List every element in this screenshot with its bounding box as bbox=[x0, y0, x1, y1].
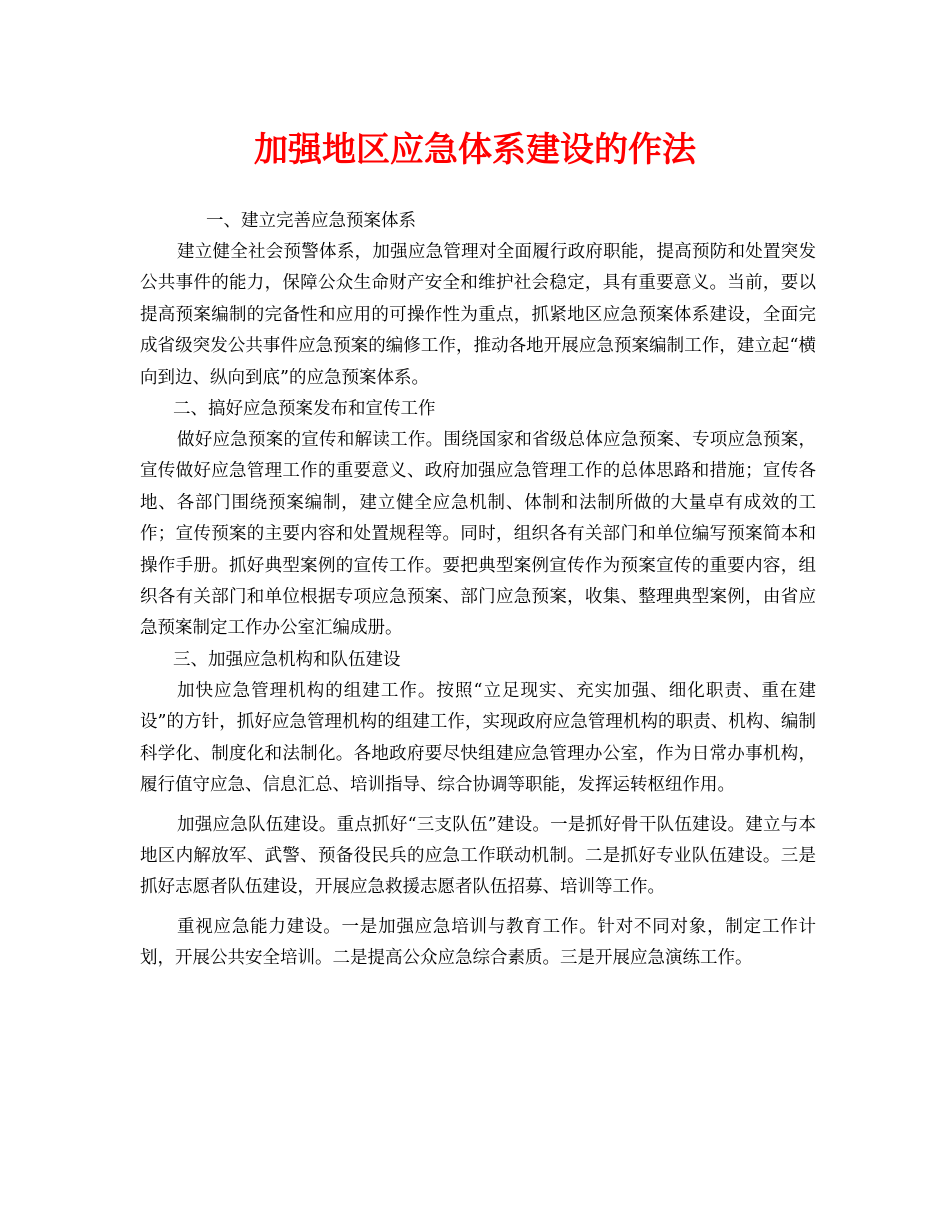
section-3-paragraph-1: 加快应急管理机构的组建工作。按照“立足现实、充实加强、细化职责、重在建设”的方针，抓好应急管理机构的组建工作，实现政府应急管理机构的职责、机构、编制科学化、制度化和法制化。各地政府要尽快组建应急管理办公室，作为日常办事机构，履行值守应急、信息汇总、培训指导、综合协调等职能，发挥运转枢纽作用。 bbox=[140, 680, 816, 796]
section-1-paragraph-1: 建立健全社会预警体系，加强应急管理对全面履行政府职能，提高预防和处置突发公共事件的能力，保障公众生命财产安全和维护社会稳定，具有重要意义。当前，要以提高预案编制的完备性和应用的可操作性为重点，抓紧地区应急预案体系建设，全面完成省级突发公共事件应急预案的编修工作，推动各地开展应急预案编制工作，建立起“横向到边、纵向到底”的应急预案体系。 bbox=[140, 242, 816, 388]
document-body bbox=[140, 206, 816, 975]
section-3-paragraph-3: 重视应急能力建设。一是加强应急培训与教育工作。针对不同对象，制定工作计划，开展公共安全培训。二是提高公众应急综合素质。三是开展应急演练工作。 bbox=[140, 916, 816, 969]
section-3-paragraph-2: 加强应急队伍建设。重点抓好“三支队伍”建设。一是抓好骨干队伍建设。建立与本地区内解放军、武警、预备役民兵的应急工作联动机制。二是抓好专业队伍建设。三是抓好志愿者队伍建设，开展应急救援志愿者队伍招募、培训等工作。 bbox=[140, 814, 816, 898]
document-title: 加强地区应急体系建设的作法 bbox=[254, 130, 696, 170]
section-heading-3: 三、加强应急机构和队伍建设 bbox=[173, 649, 401, 670]
section-2-paragraph-1: 做好应急预案的宣传和解读工作。围绕国家和省级总体应急预案、专项应急预案，宣传做好应急管理工作的重要意义、政府加强应急管理工作的总体思路和措施；宣传各地、各部门围绕预案编制，建立健全应急机制、体制和法制所做的大量卓有成效的工作；宣传预案的主要内容和处置规程等。同时，组织各有关部门和单位编写预案简本和操作手册。抓好典型案例的宣传工作。要把典型案例宣传作为预案宣传的重要内容，组织各有关部门和单位根据专项应急预案、部门应急预案，收集、整理典型案例，由省应急预案制定工作办公室汇编成册。 bbox=[140, 430, 816, 639]
section-heading-2: 二、搞好应急预案发布和宣传工作 bbox=[173, 399, 436, 420]
section-heading-1: 一、建立完善应急预案体系 bbox=[206, 211, 416, 231]
